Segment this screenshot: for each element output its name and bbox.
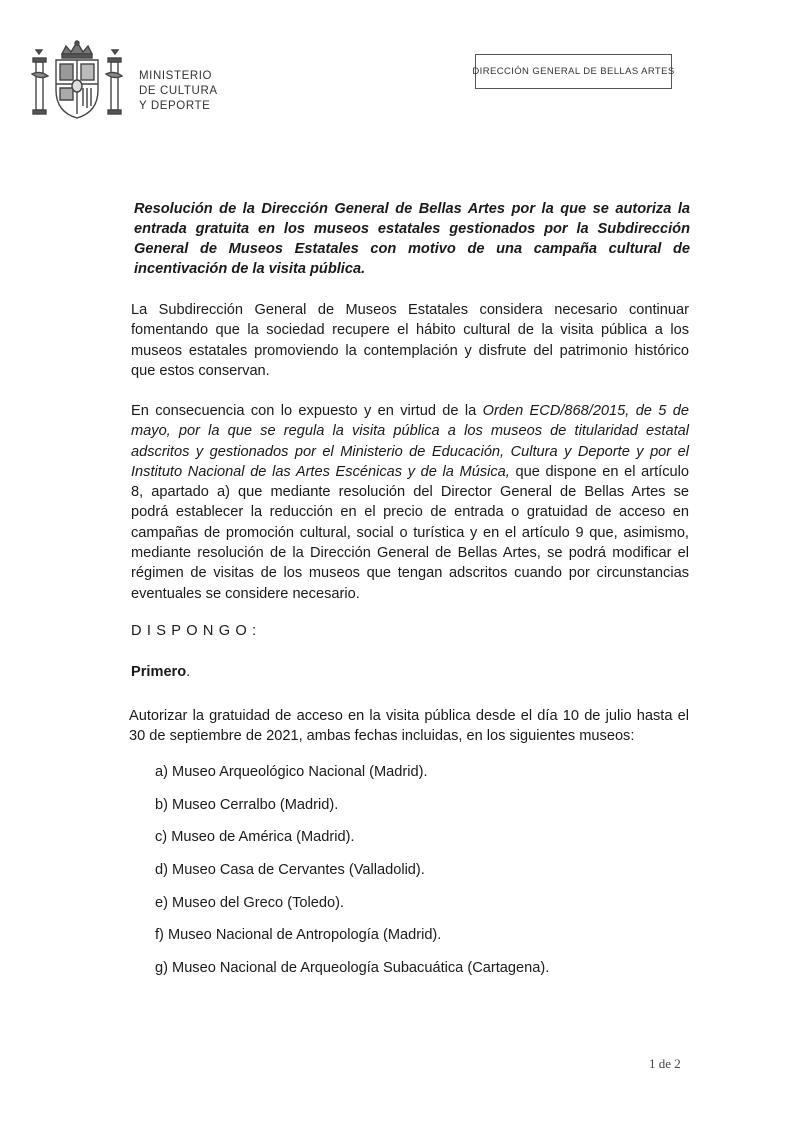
paragraph-line: mayo, por la que se regula la visita pública a los museos de titularidad estatal bbox=[131, 423, 689, 440]
issuing-unit-box bbox=[472, 54, 675, 89]
ministry-name bbox=[139, 69, 218, 114]
ministry-line: DE CULTURA bbox=[139, 85, 218, 97]
paragraph-line: podrá establecer la reducción en el precio de entrada o gratuidad de acceso en bbox=[131, 504, 689, 521]
paragraph-line: régimen de visitas de los museos que tengan adscritos cuando por circunstancias bbox=[131, 565, 689, 582]
museum-item: e) Museo del Greco (Toledo). bbox=[155, 894, 344, 911]
dispongo-heading: DISPONGO: bbox=[131, 623, 262, 639]
page-indicator: 1 de 2 bbox=[649, 1056, 681, 1071]
paragraph-line bbox=[131, 401, 689, 421]
paragraph-line: que estos conservan. bbox=[131, 362, 270, 379]
paragraph-legal-basis bbox=[131, 401, 689, 604]
museum-list bbox=[155, 762, 549, 991]
paragraph-line bbox=[131, 462, 689, 482]
issuing-unit-label: DIRECCIÓN GENERAL DE BELLAS ARTES bbox=[472, 66, 675, 77]
museum-item: f) Museo Nacional de Antropología (Madrid). bbox=[155, 927, 442, 944]
paragraph-line: eventuales se considere necesario. bbox=[131, 585, 360, 602]
primero-label: Primero bbox=[131, 664, 187, 680]
museum-item: d) Museo Casa de Cervantes (Valladolid). bbox=[155, 862, 425, 879]
museum-item: c) Museo de América (Madrid). bbox=[155, 829, 355, 846]
title-line: entrada gratuita en los museos estatales gestionados por la Subdirección bbox=[134, 221, 690, 237]
paragraph-line: La Subdirección General de Museos Estatales considera necesario continuar bbox=[131, 302, 689, 318]
text-run: que dispone en el artículo bbox=[509, 463, 689, 480]
paragraph-line: mediante resolución de la Dirección General de Bellas Artes, se podrá modificar el bbox=[131, 545, 689, 562]
primero-heading bbox=[131, 664, 190, 680]
museum-item: a) Museo Arqueológico Nacional (Madrid). bbox=[155, 764, 428, 780]
paragraph-authorization bbox=[129, 706, 689, 747]
ministry-line: Y DEPORTE bbox=[139, 100, 211, 112]
museum-item: b) Museo Cerralbo (Madrid). bbox=[155, 796, 339, 813]
title-line: General de Museos Estatales con motivo de una campaña cultural de bbox=[134, 241, 690, 257]
paragraph-line: fomentando que la sociedad recupere el hábito cultural de la visita pública a los bbox=[131, 322, 689, 339]
paragraph-line: campañas de promoción cultural, social o turística y en el artículo 9 que, asimismo, bbox=[131, 524, 689, 541]
institute-name: Instituto Nacional de las Artes Escénicas y de la Música, bbox=[131, 463, 510, 480]
paragraph-line: adscritos y gestionados por el Ministerio de Educación, Cultura y Deporte y por el bbox=[131, 443, 689, 460]
paragraph-line: 8, apartado a) que mediante resolución del Director General de Bellas Artes se bbox=[131, 484, 689, 501]
title-line: Resolución de la Dirección General de Bellas Artes por la que se autoriza la bbox=[134, 201, 690, 217]
order-reference: Orden ECD/868/2015, de 5 de bbox=[482, 403, 689, 419]
title-line: incentivación de la visita pública. bbox=[134, 261, 366, 277]
primero-dot: . bbox=[186, 664, 191, 680]
text-run: En consecuencia con lo expuesto y en virtud de la bbox=[131, 403, 483, 419]
museum-item: g) Museo Nacional de Arqueología Subacuática (Cartagena). bbox=[155, 960, 550, 977]
resolution-title bbox=[134, 199, 690, 279]
coat-of-arms-icon bbox=[30, 40, 124, 122]
paragraph-intro bbox=[131, 300, 689, 381]
paragraph-line: museos estatales promoviendo la contemplación y disfrute del patrimonio histórico bbox=[131, 342, 689, 359]
paragraph-line: 30 de septiembre de 2021, ambas fechas incluidas, en los siguientes museos: bbox=[129, 728, 635, 745]
ministry-line: MINISTERIO bbox=[139, 70, 213, 82]
paragraph-line: Autorizar la gratuidad de acceso en la visita pública desde el día 10 de julio hasta el bbox=[129, 708, 689, 724]
